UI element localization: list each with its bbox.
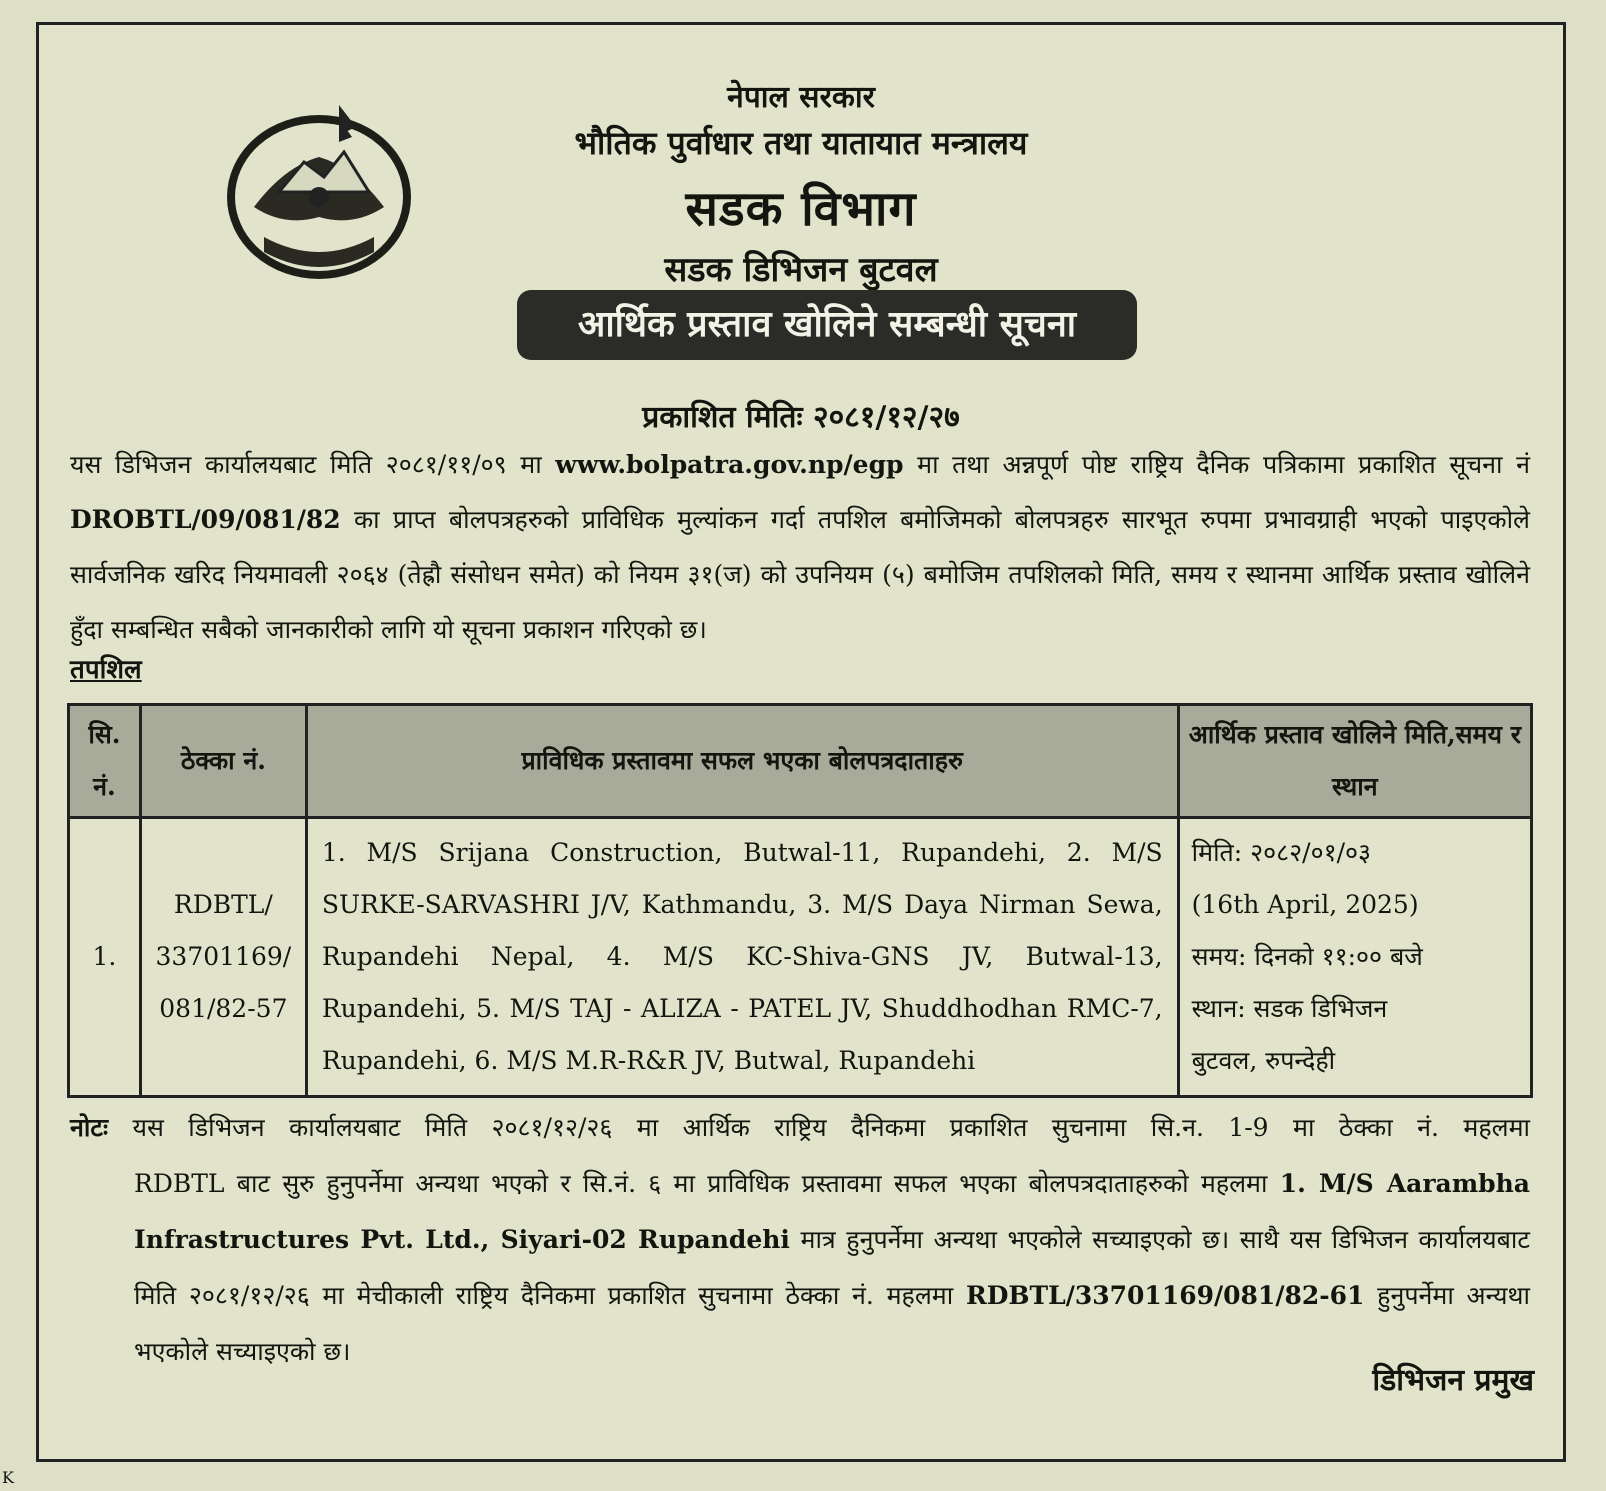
schedule-table bbox=[67, 703, 1533, 1098]
table-header-row bbox=[69, 705, 1532, 818]
ministry-name: भौतिक पुर्वाधार तथा यातायात मन्त्रालय bbox=[574, 124, 1028, 162]
government-name: नेपाल सरकार bbox=[727, 80, 875, 115]
row-contract-no bbox=[140, 818, 306, 1097]
note-label: नोटः bbox=[70, 1113, 109, 1142]
contract-no-line-3: 081/82-57 bbox=[159, 994, 288, 1023]
note-bold-bidder: 1. M/S Aarambha Infrastructures Pvt. Ltd., Siyari-02 Rupandehi bbox=[134, 1169, 1531, 1254]
body-text-2: मा तथा अन्नपूर्ण पोष्ट राष्ट्रिय दैनिक पत्रिकामा प्रकाशित सूचना नं bbox=[903, 450, 1531, 479]
header-contract-no: ठेक्का नं. bbox=[140, 705, 306, 818]
schedule-heading: तपशिल bbox=[70, 655, 142, 685]
notice-body bbox=[70, 437, 1530, 657]
notice-title-banner: आर्थिक प्रस्ताव खोलिने सम्बन्धी सूचना bbox=[517, 290, 1137, 360]
row-opening bbox=[1178, 818, 1531, 1097]
division-name: सडक डिभिजन बुटवल bbox=[664, 250, 938, 290]
department-name: सडक विभाग bbox=[685, 181, 917, 237]
header-opening: आर्थिक प्रस्ताव खोलिने मिति,समय र स्थान bbox=[1178, 705, 1531, 818]
body-text-1: यस डिभिजन कार्यालयबाट मिति २०८१/११/०९ मा bbox=[70, 450, 556, 479]
table-row bbox=[69, 818, 1532, 1097]
opening-place-2: बुटवल, रुपन्देही bbox=[1191, 1046, 1336, 1075]
notice-number: DROBTL/09/081/82 bbox=[70, 505, 341, 534]
signature-title: डिभिजन प्रमुख bbox=[1372, 1363, 1534, 1398]
correction-note bbox=[70, 1100, 1530, 1380]
header-sn: सि. नं. bbox=[69, 705, 141, 818]
note-text-3: मात्र हुनुपर्नेमा अन्यथा भएकोले सच्याइएको छ। साथै यस डिभिजन कार्यालयबाट मिति २०८१/१२/२६ मा मेचीकाली राष्ट्रिय दैनिकमा प्रकाशित सुचनामा ठेक्का नं. महलमा bbox=[134, 1225, 1531, 1310]
header-bidders: प्राविधिक प्रस्तावमा सफल भएका बोलपत्रदाताहरु bbox=[306, 705, 1178, 818]
note-text-4: हुनुपर्नेमा अन्यथा भएकोले सच्याइएको छ। bbox=[134, 1281, 1530, 1366]
edge-mark: K bbox=[2, 1468, 14, 1487]
bolpatra-website-link[interactable]: www.bolpatra.gov.np/egp bbox=[555, 450, 904, 479]
row-bidders: 1. M/S Srijana Construction, Butwal-11, Rupandehi, 2. M/S SURKE-SARVASHRI J/V, Kathmandu, 3. M/S Daya Nirman Sewa, Rupandehi Nepal, 4. M/S KC-Shiva-GNS JV, Butwal-13, Rupandehi, 5. M/S TAJ - ALIZA - PATEL JV, Shuddhodhan RMC-7, Rupandehi, 6. M/S M.R-R&R JV, Butwal, Rupandehi bbox=[306, 818, 1178, 1097]
note-text-2: RDBTL बाट सुरु हुनुपर्नेमा अन्यथा भएको र सि.नं. ६ मा प्राविधिक प्रस्तावमा सफल भएका बोलपत्रदाताहरुको महलमा bbox=[134, 1169, 1280, 1198]
opening-place-1: स्थान: सडक डिभिजन bbox=[1191, 994, 1388, 1023]
body-text-3: का प्राप्त बोलपत्रहरुको प्राविधिक मुल्यांकन गर्दा तपशिल बमोजिमको बोलपत्रहरु सारभूत रुपमा प्रभावग्राही भएको पाइएकोले सार्वजनिक खरिद नियमावली २०६४ (तेह्रौ संसोधन समेत) को नियम ३१(ज) को उपनियम (५) बमोजिम तपशिलको मिति, समय र स्थानमा आर्थिक प्रस्ताव खोलिने हुँदा सम्बन्धित सबैको जानकारीको लागि यो सूचना प्रकाशन गरिएको छ। bbox=[70, 505, 1530, 644]
published-date: प्रकाशित मितिः २०८१/१२/२७ bbox=[642, 400, 960, 435]
contract-no-line-2: 33701169/ bbox=[155, 942, 292, 971]
note-bold-contract: RDBTL/33701169/081/82-61 bbox=[965, 1281, 1365, 1310]
contract-no-line-1: RDBTL/ bbox=[173, 890, 273, 919]
note-text-1: यस डिभिजन कार्यालयबाट मिति २०८१/१२/२६ मा आर्थिक राष्ट्रिय दैनिकमा प्रकाशित सुचनामा सि.न. 1-9 मा ठेक्का नं. महलमा bbox=[108, 1113, 1530, 1142]
opening-date-english: (16th April, 2025) bbox=[1191, 890, 1419, 919]
opening-time: समय: दिनको ११:०० बजे bbox=[1191, 942, 1423, 971]
opening-date: मिति: २०८२/०१/०३ bbox=[1191, 838, 1372, 867]
row-sn: 1. bbox=[69, 818, 141, 1097]
